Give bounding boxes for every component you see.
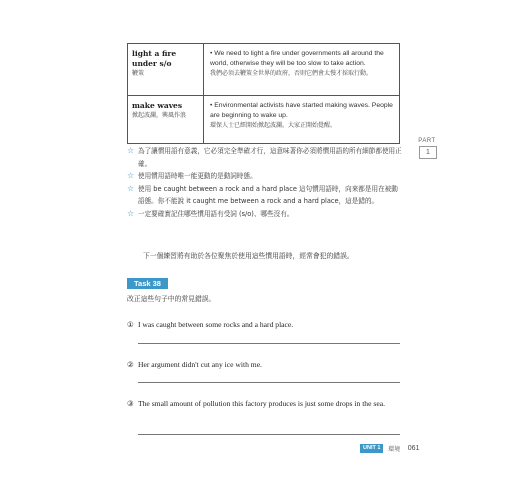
question-item <box>127 319 402 331</box>
answer-line[interactable] <box>138 434 400 435</box>
idiom-term-translation: 掀起波瀾，興風作浪 <box>132 112 187 119</box>
star-icon: ☆ <box>127 208 135 218</box>
intro-paragraph: 下一個練習將有助於各位聚焦於使用這些慣用語時，經常會犯的錯誤。 <box>143 252 354 260</box>
tip-text: 使用 be caught between a rock and a hard place 這句慣用語時，向來都是用在被動語態。你不能說 it caught me between a rock and a hard place，這是錯的。 <box>138 184 398 205</box>
list-item <box>127 183 403 208</box>
idiom-term: make waves <box>132 101 183 110</box>
list-item <box>127 170 403 183</box>
task-instruction: 改正這些句子中的常見錯誤。 <box>127 295 216 303</box>
question-number: ① <box>127 320 134 329</box>
part-label: PART <box>418 138 436 144</box>
star-icon: ☆ <box>127 146 135 155</box>
table-row <box>128 96 400 144</box>
idiom-example-cell <box>204 44 400 96</box>
star-icon: ☆ <box>127 171 135 180</box>
unit-badge: UNIT 1 <box>360 444 383 453</box>
idiom-example-translation: 環保人士已經開始掀起波瀾。大家正開始覺醒。 <box>210 122 337 129</box>
idiom-term-translation: 鞭策 <box>132 70 145 77</box>
idiom-term-cell <box>128 44 204 96</box>
task-badge: Task 38 <box>127 278 168 289</box>
question-text: The small amount of pollution this factory produces is just some drops in the sea. <box>138 399 385 408</box>
answer-line[interactable] <box>138 343 400 344</box>
tips-list <box>127 145 403 220</box>
idiom-example-cell <box>204 96 400 144</box>
tip-text: 為了讓慣用語有意義，它必須完全準確才行，這意味著你必須將慣用語的所有細節都使用正確。 <box>138 147 402 168</box>
question-number: ③ <box>127 399 134 408</box>
question-item <box>127 398 402 410</box>
idiom-example: • We need to light a fire under governments all around the world, otherwise they will be too slow to take action. <box>210 50 384 67</box>
idiom-example-translation: 我們必須去鞭策全世界的政府，否則它們會太慢才採取行動。 <box>210 70 373 77</box>
idiom-term-cell <box>128 96 204 144</box>
question-text: Her argument didn't cut any ice with me. <box>138 360 262 369</box>
idiom-table <box>127 43 400 144</box>
list-item <box>127 145 403 170</box>
tip-text: 一定要確實記住哪些慣用語有受詞 (s/o)、哪些沒有。 <box>138 209 294 218</box>
part-number: 1 <box>419 146 437 159</box>
page-footer <box>360 444 419 454</box>
tip-text: 使用慣用語時唯一能更動的是動詞時態。 <box>138 172 257 180</box>
question-number: ② <box>127 360 134 369</box>
question-text: I was caught between some rocks and a hard place. <box>138 320 294 329</box>
idiom-term: light a fire under s/o <box>132 49 177 68</box>
question-item <box>127 359 402 371</box>
table-row <box>128 44 400 96</box>
answer-line[interactable] <box>138 382 400 383</box>
part-tab <box>414 138 440 159</box>
idiom-example: • Environmental activists have started making waves. People are beginning to wake up. <box>210 102 393 119</box>
star-icon: ☆ <box>127 183 135 193</box>
unit-title: 環境 <box>388 446 401 453</box>
list-item <box>127 208 403 221</box>
page-number: 061 <box>407 445 420 452</box>
